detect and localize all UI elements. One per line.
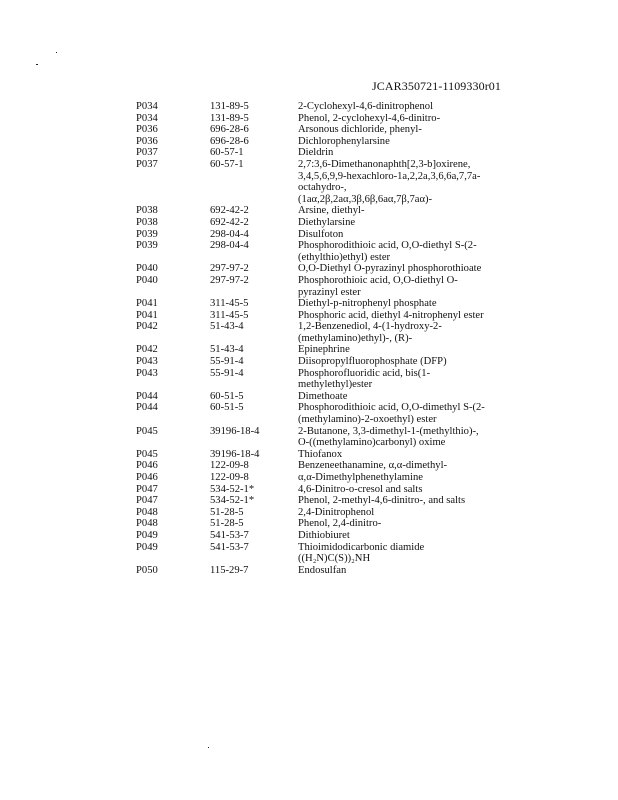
table-row bbox=[136, 310, 536, 322]
hazardous-waste-code: P049 bbox=[136, 529, 158, 541]
hazardous-waste-code: P040 bbox=[136, 263, 158, 275]
table-row bbox=[136, 344, 536, 356]
hazardous-waste-code: P037 bbox=[136, 158, 158, 170]
table-row bbox=[136, 391, 536, 403]
substance-name-line: Arsonous dichloride, phenyl- bbox=[298, 124, 422, 136]
substance-name-line: 1,2-Benzenediol, 4-(1-hydroxy-2- bbox=[298, 321, 442, 333]
waste-code-table bbox=[136, 101, 536, 576]
substance-name bbox=[298, 147, 536, 159]
substance-name-line: Dichlorophenylarsine bbox=[298, 135, 390, 147]
table-row bbox=[136, 449, 536, 461]
substance-name bbox=[298, 426, 536, 449]
cas-number: 311-45-5 bbox=[210, 298, 249, 310]
substance-name bbox=[298, 472, 536, 484]
substance-name bbox=[298, 263, 536, 275]
table-row bbox=[136, 507, 536, 519]
substance-name bbox=[298, 159, 536, 205]
substance-name-line: Thiofanox bbox=[298, 448, 343, 460]
table-row bbox=[136, 426, 536, 449]
cas-number: 696-28-6 bbox=[210, 135, 249, 147]
cas-number: 696-28-6 bbox=[210, 124, 249, 136]
table-row bbox=[136, 542, 536, 565]
substance-name-line: Phosphorofluoridic acid, bis(1- bbox=[298, 367, 431, 379]
substance-name bbox=[298, 449, 536, 461]
cas-number: 51-43-4 bbox=[210, 344, 244, 356]
substance-name bbox=[298, 113, 536, 125]
substance-name bbox=[298, 368, 536, 391]
substance-name bbox=[298, 205, 536, 217]
substance-name-line: (methylamino)-2-oxoethyl) ester bbox=[298, 414, 437, 426]
substance-name-line: O,O-Diethyl O-pyrazinyl phosphorothioate bbox=[298, 263, 482, 275]
substance-name bbox=[298, 240, 536, 263]
substance-name-line: (ethylthio)ethyl) ester bbox=[298, 251, 391, 263]
cas-number: 60-57-1 bbox=[210, 147, 244, 159]
substance-name-line: Thioimidodicarbonic diamide bbox=[298, 541, 425, 553]
substance-name-line: Phosphorothioic acid, O,O-diethyl O- bbox=[298, 274, 458, 286]
hazardous-waste-code: P041 bbox=[136, 309, 158, 321]
substance-name-line: Epinephrine bbox=[298, 344, 350, 356]
substance-name bbox=[298, 136, 536, 148]
cas-number: 541-53-7 bbox=[210, 529, 249, 541]
hazardous-waste-code: P039 bbox=[136, 240, 158, 252]
cas-number: 534-52-1* bbox=[210, 483, 255, 495]
cas-number: 55-91-4 bbox=[210, 367, 244, 379]
substance-name-line: Benzeneethanamine, α,α-dimethyl- bbox=[298, 460, 448, 472]
substance-name-line: methylethyl)ester bbox=[298, 379, 373, 391]
substance-name-line: Phosphorodithioic acid, O,O-diethyl S-(2- bbox=[298, 240, 477, 252]
substance-name-line: Dithiobiuret bbox=[298, 529, 350, 541]
table-row bbox=[136, 217, 536, 229]
hazardous-waste-code: P034 bbox=[136, 112, 158, 124]
hazardous-waste-code: P047 bbox=[136, 483, 158, 495]
cas-number: 541-53-7 bbox=[210, 541, 249, 553]
substance-name bbox=[298, 391, 536, 403]
substance-name bbox=[298, 217, 536, 229]
cas-number: 122-09-8 bbox=[210, 472, 249, 483]
hazardous-waste-code: P041 bbox=[136, 298, 158, 310]
substance-name bbox=[298, 275, 536, 298]
hazardous-waste-code: P044 bbox=[136, 402, 158, 414]
substance-name-line: Diethylarsine bbox=[298, 216, 356, 228]
substance-name-line: Dieldrin bbox=[298, 147, 334, 159]
cas-number: 297-97-2 bbox=[210, 263, 249, 275]
table-row bbox=[136, 495, 536, 507]
table-row bbox=[136, 101, 536, 113]
substance-name-line: ((H₂N)C(S))₂NH bbox=[298, 553, 371, 565]
cas-number: 297-97-2 bbox=[210, 274, 249, 286]
table-row bbox=[136, 240, 536, 263]
hazardous-waste-code: P034 bbox=[136, 101, 158, 112]
substance-name-line: 2-Butanone, 3,3-dimethyl-1-(methylthio)-, bbox=[298, 425, 479, 437]
substance-name bbox=[298, 298, 536, 310]
table-row bbox=[136, 321, 536, 344]
table-row bbox=[136, 147, 536, 159]
hazardous-waste-code: P038 bbox=[136, 216, 158, 228]
cas-number: 60-51-5 bbox=[210, 390, 244, 402]
cas-number: 55-91-4 bbox=[210, 356, 244, 368]
substance-name-line: octahydro-, bbox=[298, 182, 347, 194]
scan-speck bbox=[208, 747, 209, 748]
table-row bbox=[136, 368, 536, 391]
hazardous-waste-code: P046 bbox=[136, 460, 158, 472]
substance-name bbox=[298, 565, 536, 577]
substance-name bbox=[298, 101, 536, 113]
hazardous-waste-code: P039 bbox=[136, 228, 158, 240]
substance-name-line: 3,4,5,6,9,9-hexachloro-1a,2,2a,3,6,6a,7,7a- bbox=[298, 170, 481, 182]
substance-name bbox=[298, 402, 536, 425]
substance-name-line: Endosulfan bbox=[298, 564, 347, 576]
hazardous-waste-code: P049 bbox=[136, 541, 158, 553]
cas-number: 298-04-4 bbox=[210, 240, 249, 252]
substance-name bbox=[298, 518, 536, 530]
table-row bbox=[136, 275, 536, 298]
substance-name-line: Phenol, 2-methyl-4,6-dinitro-, and salts bbox=[298, 495, 466, 507]
substance-name bbox=[298, 495, 536, 507]
cas-number: 131-89-5 bbox=[210, 101, 249, 112]
substance-name-line: Phenol, 2-cyclohexyl-4,6-dinitro- bbox=[298, 112, 441, 124]
substance-name-line: Diethyl-p-nitrophenyl phosphate bbox=[298, 298, 437, 310]
cas-number: 51-28-5 bbox=[210, 506, 244, 518]
substance-name-line: Phosphoric acid, diethyl 4-nitrophenyl ester bbox=[298, 309, 484, 321]
table-row bbox=[136, 565, 536, 577]
substance-name bbox=[298, 484, 536, 496]
substance-name-line: 4,6-Dinitro-o-cresol and salts bbox=[298, 483, 423, 495]
cas-number: 692-42-2 bbox=[210, 216, 249, 228]
table-row bbox=[136, 229, 536, 241]
hazardous-waste-code: P036 bbox=[136, 135, 158, 147]
substance-name-line: 2,4-Dinitrophenol bbox=[298, 506, 375, 518]
cas-number: 39196-18-4 bbox=[210, 425, 260, 437]
hazardous-waste-code: P044 bbox=[136, 390, 158, 402]
cas-number: 298-04-4 bbox=[210, 228, 249, 240]
hazardous-waste-code: P048 bbox=[136, 506, 158, 518]
substance-name-line: 2-Cyclohexyl-4,6-dinitrophenol bbox=[298, 101, 434, 112]
substance-name bbox=[298, 124, 536, 136]
substance-name-line: Diisopropylfluorophosphate (DFP) bbox=[298, 356, 447, 368]
table-row bbox=[136, 530, 536, 542]
substance-name-line: (1aα,2β,2aα,3β,6β,6aα,7β,7aα)- bbox=[298, 193, 433, 205]
substance-name-line: Arsine, diethyl- bbox=[298, 205, 365, 217]
substance-name bbox=[298, 310, 536, 322]
substance-name bbox=[298, 356, 536, 368]
cas-number: 311-45-5 bbox=[210, 309, 249, 321]
cas-number: 692-42-2 bbox=[210, 205, 249, 217]
hazardous-waste-code: P046 bbox=[136, 472, 158, 483]
substance-name-line: Phosphorodithioic acid, O,O-dimethyl S-(2- bbox=[298, 402, 485, 414]
hazardous-waste-code: P038 bbox=[136, 205, 158, 217]
table-row bbox=[136, 263, 536, 275]
cas-number: 51-28-5 bbox=[210, 518, 244, 530]
cas-number: 51-43-4 bbox=[210, 321, 244, 333]
document-id: JCAR350721-1109330r01 bbox=[372, 79, 501, 93]
hazardous-waste-code: P042 bbox=[136, 321, 158, 333]
substance-name-line: Dimethoate bbox=[298, 390, 348, 402]
hazardous-waste-code: P048 bbox=[136, 518, 158, 530]
table-row bbox=[136, 356, 536, 368]
table-row bbox=[136, 159, 536, 205]
hazardous-waste-code: P045 bbox=[136, 425, 158, 437]
scan-speck bbox=[56, 52, 57, 53]
substance-name-line: Disulfoton bbox=[298, 228, 344, 240]
substance-name bbox=[298, 344, 536, 356]
substance-name bbox=[298, 321, 536, 344]
table-row bbox=[136, 402, 536, 425]
substance-name-line: (methylamino)ethyl)-, (R)- bbox=[298, 332, 413, 344]
substance-name bbox=[298, 460, 536, 472]
hazardous-waste-code: P047 bbox=[136, 495, 158, 507]
hazardous-waste-code: P043 bbox=[136, 356, 158, 368]
table-row bbox=[136, 205, 536, 217]
table-row bbox=[136, 113, 536, 125]
substance-name-line: 2,7:3,6-Dimethanonaphth[2,3-b]oxirene, bbox=[298, 158, 471, 170]
table-row bbox=[136, 484, 536, 496]
table-row bbox=[136, 460, 536, 472]
substance-name bbox=[298, 229, 536, 241]
scan-speck bbox=[36, 64, 38, 65]
hazardous-waste-code: P050 bbox=[136, 564, 158, 576]
substance-name-line: pyrazinyl ester bbox=[298, 286, 361, 298]
hazardous-waste-code: P042 bbox=[136, 344, 158, 356]
cas-number: 534-52-1* bbox=[210, 495, 255, 507]
cas-number: 131-89-5 bbox=[210, 112, 249, 124]
hazardous-waste-code: P040 bbox=[136, 274, 158, 286]
substance-name bbox=[298, 507, 536, 519]
hazardous-waste-code: P045 bbox=[136, 448, 158, 460]
table-row bbox=[136, 124, 536, 136]
table-row bbox=[136, 472, 536, 484]
table-row bbox=[136, 136, 536, 148]
table-row bbox=[136, 298, 536, 310]
substance-name-line: O-((methylamino)carbonyl) oxime bbox=[298, 437, 446, 449]
hazardous-waste-code: P037 bbox=[136, 147, 158, 159]
substance-name bbox=[298, 530, 536, 542]
cas-number: 60-57-1 bbox=[210, 158, 244, 170]
cas-number: 60-51-5 bbox=[210, 402, 244, 414]
substance-name bbox=[298, 542, 536, 565]
cas-number: 115-29-7 bbox=[210, 564, 249, 576]
substance-name-line: Phenol, 2,4-dinitro- bbox=[298, 518, 382, 530]
hazardous-waste-code: P036 bbox=[136, 124, 158, 136]
table-row bbox=[136, 518, 536, 530]
cas-number: 122-09-8 bbox=[210, 460, 249, 472]
substance-name-line: α,α-Dimethylphenethylamine bbox=[298, 472, 423, 483]
hazardous-waste-code: P043 bbox=[136, 367, 158, 379]
cas-number: 39196-18-4 bbox=[210, 448, 260, 460]
